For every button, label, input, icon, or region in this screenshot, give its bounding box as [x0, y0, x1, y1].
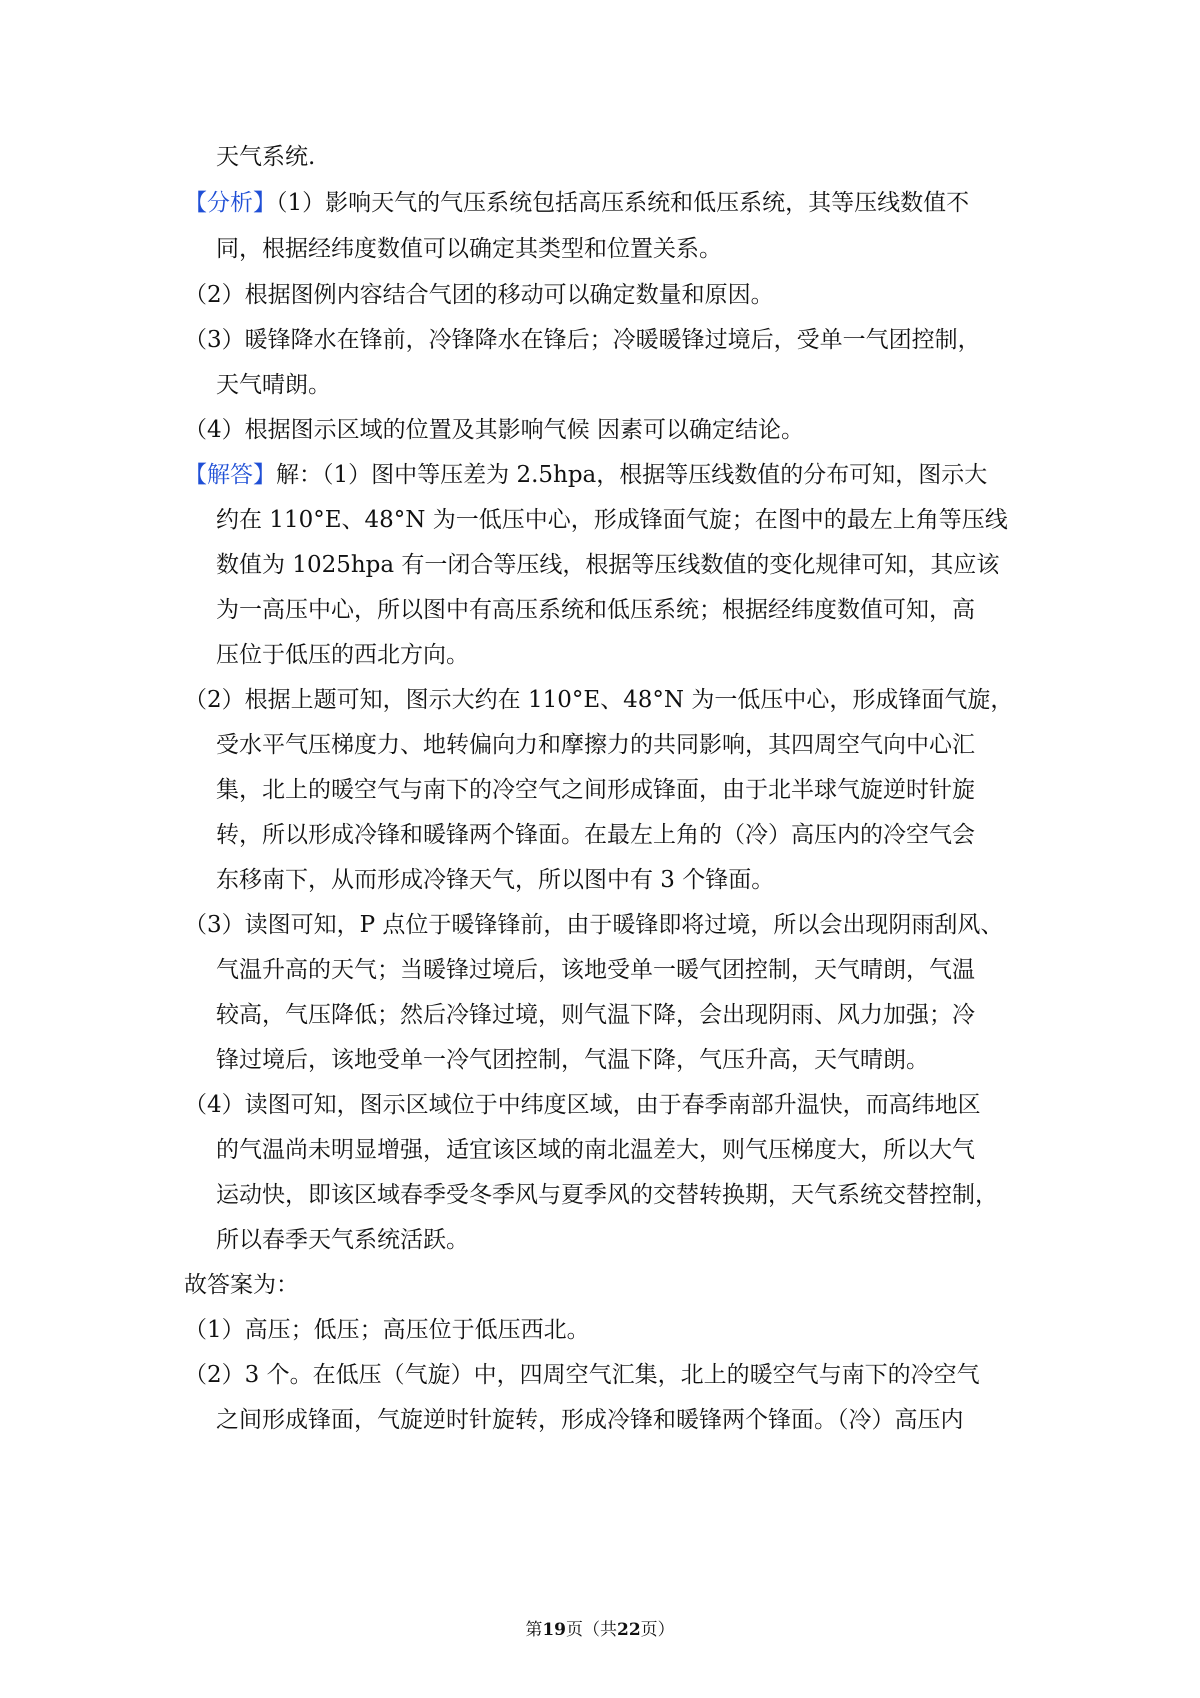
text-line: （4）根据图示区域的位置及其影响气候 因素可以确定结论。: [184, 417, 804, 443]
text-line: （2）根据图例内容结合气团的移动可以确定数量和原因。: [184, 282, 774, 308]
footer-suffix: 页）: [640, 1620, 675, 1640]
footer-prefix: 第: [525, 1620, 543, 1640]
text-line: （1）影响天气的气压系统包括高压系统和低压系统，其等压线数值不: [276, 190, 970, 216]
text-line: （2）根据上题可知，图示大约在 110°E、48°N 为一低压中心，形成锋面气旋，: [184, 687, 1014, 713]
text-line: 较高，气压降低；然后冷锋过境，则气温下降，会出现阴雨、风力加强；冷: [216, 1002, 975, 1028]
text-line: 约在 110°E、48°N 为一低压中心，形成锋面气旋；在图中的最左上角等压线: [216, 507, 1008, 533]
footer-total-pages: 22: [617, 1620, 641, 1640]
text-line: 集，北上的暖空气与南下的冷空气之间形成锋面，由于北半球气旋逆时针旋: [216, 777, 975, 803]
text-line: 东移南下，从而形成冷锋天气，所以图中有 3 个锋面。: [216, 867, 775, 893]
analysis-paragraph: [184, 188, 969, 218]
footer-mid: 页（共: [566, 1620, 617, 1640]
text-line: （4）读图可知，图示区域位于中纬度区域，由于春季南部升温快，而高纬地区: [184, 1092, 981, 1118]
text-line: （2）3 个。在低压（气旋）中，四周空气汇集，北上的暖空气与南下的冷空气: [184, 1362, 980, 1388]
answer-tag: 【解答】: [184, 462, 276, 488]
text-line: 天气系统.: [216, 144, 316, 170]
text-line: 转，所以形成冷锋和暖锋两个锋面。在最左上角的（冷）高压内的冷空气会: [216, 822, 975, 848]
text-line: （3）读图可知，P 点位于暖锋锋前，由于暖锋即将过境，所以会出现阴雨刮风、: [184, 912, 1004, 938]
text-line: （3）暖锋降水在锋前，冷锋降水在锋后；冷暖暖锋过境后，受单一气团控制，: [184, 327, 981, 353]
text-line: 锋过境后，该地受单一冷气团控制，气温下降，气压升高，天气晴朗。: [216, 1047, 929, 1073]
answer-paragraph: [184, 460, 987, 490]
text-line: 天气晴朗。: [216, 372, 331, 398]
footer-page-number: 19: [542, 1620, 566, 1640]
text-line: 之间形成锋面，气旋逆时针旋转，形成冷锋和暖锋两个锋面。（冷）高压内: [216, 1407, 964, 1433]
text-line: 同，根据经纬度数值可以确定其类型和位置关系。: [216, 236, 722, 262]
text-line: 受水平气压梯度力、地转偏向力和摩擦力的共同影响，其四周空气向中心汇: [216, 732, 975, 758]
text-line: 为一高压中心，所以图中有高压系统和低压系统；根据经纬度数值可知，高: [216, 597, 975, 623]
text-line: 气温升高的天气；当暖锋过境后，该地受单一暖气团控制，天气晴朗，气温: [216, 957, 975, 983]
text-line: 运动快，即该区域春季受冬季风与夏季风的交替转换期，天气系统交替控制，: [216, 1182, 998, 1208]
analysis-tag: 【分析】: [184, 190, 276, 216]
text-line: 压位于低压的西北方向。: [216, 642, 469, 668]
text-line: 所以春季天气系统活跃。: [216, 1227, 469, 1253]
text-line: 解：（1）图中等压差为 2.5hpa，根据等压线数值的分布可知，图示大: [276, 462, 988, 488]
page-footer: [0, 1618, 1200, 1642]
text-line: （1）高压；低压；高压位于低压西北。: [184, 1317, 590, 1343]
text-line: 数值为 1025hpa 有一闭合等压线，根据等压线数值的变化规律可知，其应该: [216, 552, 1000, 578]
text-line: 故答案为：: [184, 1272, 299, 1298]
text-line: 的气温尚未明显增强，适宜该区域的南北温差大，则气压梯度大，所以大气: [216, 1137, 975, 1163]
